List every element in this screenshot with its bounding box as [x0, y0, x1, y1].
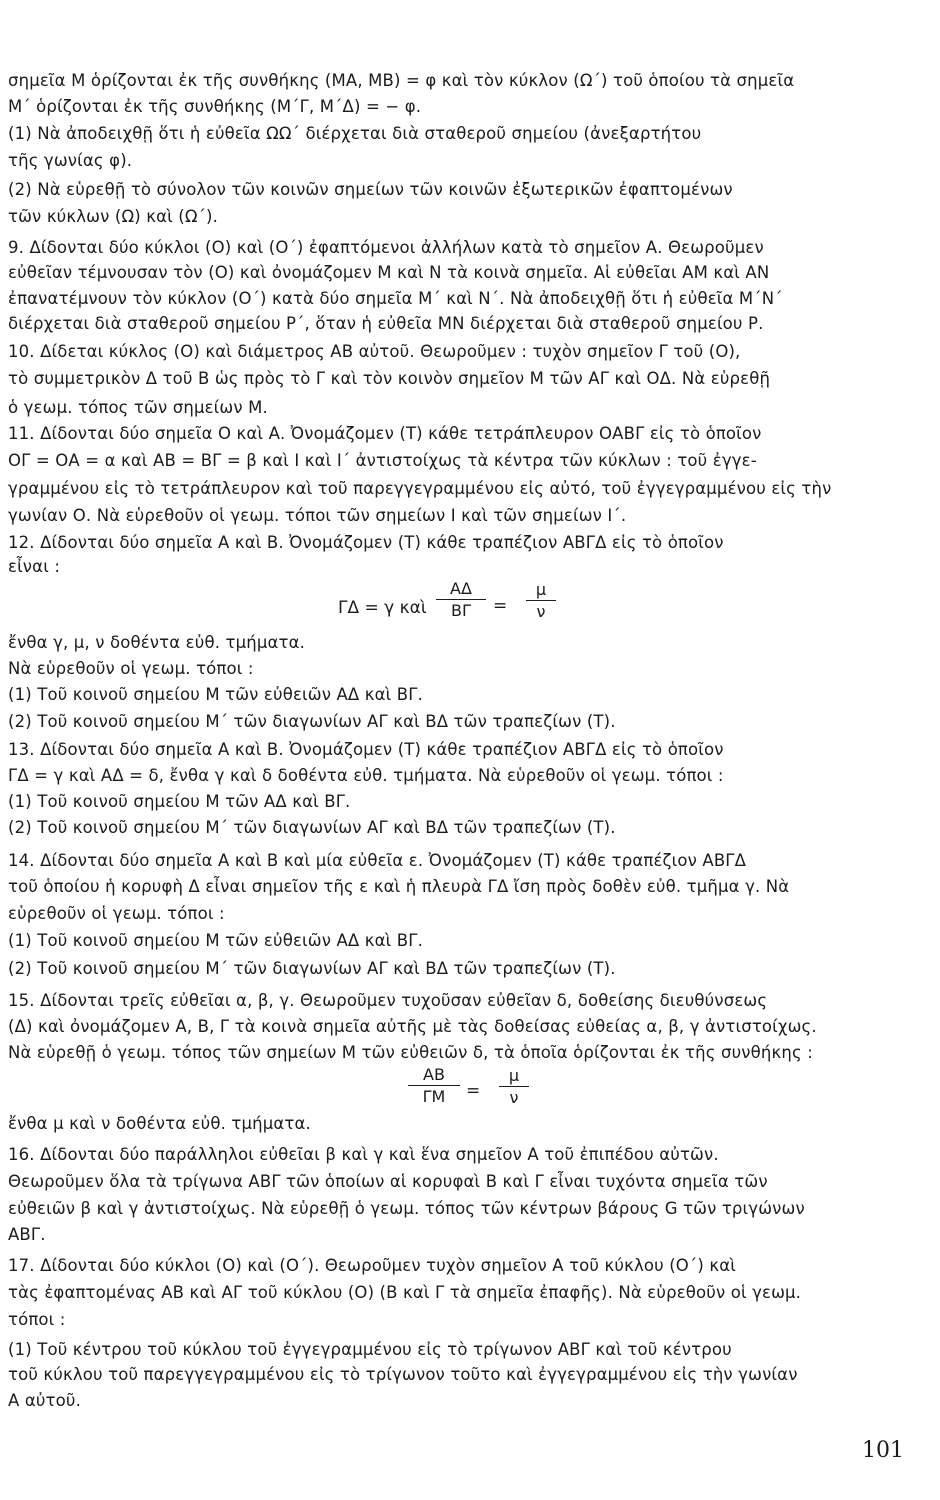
text-line: 17. Δίδονται δύο κύκλοι (Ο) καὶ (Ο΄). Θεωροῦμεν τυχὸν σημεῖον Α τοῦ κύκλου (Ο΄) καὶ — [8, 1256, 736, 1275]
eq15-rhs-denominator: ν — [509, 1088, 519, 1107]
text-line: (1) Τοῦ κοινοῦ σημείου Μ τῶν εὐθειῶν ΑΔ καὶ ΒΓ. — [8, 685, 423, 704]
eq15-numerator: ΑΒ — [408, 1065, 460, 1086]
text-line: Νὰ εὑρεθοῦν οἱ γεωμ. τόποι : — [8, 659, 254, 678]
text-line: εἶναι : — [8, 557, 61, 576]
text-line: τὰς ἐφαπτομένας ΑΒ καὶ ΑΓ τοῦ κύκλου (Ο) (Β καὶ Γ τὰ σημεῖα ἐπαφῆς). Νὰ εὑρεθοῦν οἱ γεωμ. — [8, 1283, 802, 1302]
text-line: τῆς γωνίας φ). — [8, 151, 133, 170]
text-line: τὸ συμμετρικὸν Δ τοῦ Β ὡς πρὸς τὸ Γ καὶ τὸν κοινὸν σημεῖον Μ τῶν ΑΓ καὶ ΟΔ. Νὰ εὑρεθῇ — [8, 369, 771, 388]
text-line: Μ΄ ὁρίζονται ἐκ τῆς συνθήκης (Μ΄Γ, Μ΄Δ) = − φ. — [8, 97, 422, 116]
text-line: 14. Δίδονται δύο σημεῖα Α καὶ Β καὶ μία εὐθεῖα ε. Ὀνομάζομεν (Τ) κάθε τραπέζιον ΑΒΓΔ — [8, 851, 747, 870]
text-line: ΟΓ = ΟΑ = α καὶ ΑΒ = ΒΓ = β καὶ Ι καὶ Ι΄ ἀντιστοίχως τὰ κέντρα τῶν κύκλων : τοῦ ἐγγε- — [8, 451, 757, 470]
text-line: (2) Νὰ εὑρεθῇ τὸ σύνολον τῶν κοινῶν σημείων τῶν κοινῶν ἐξωτερικῶν ἐφαπτομένων — [8, 180, 733, 199]
text-line: 13. Δίδονται δύο σημεῖα Α καὶ Β. Ὀνομάζομεν (Τ) κάθε τραπέζιον ΑΒΓΔ εἰς τὸ ὁποῖον — [8, 740, 724, 759]
eq15-rhs-numerator: μ — [499, 1066, 529, 1087]
eq15-equals: = — [466, 1081, 481, 1101]
text-line: Θεωροῦμεν ὅλα τὰ τρίγωνα ΑΒΓ τῶν ὁποίων αἱ κορυφαὶ Β καὶ Γ εἶναι τυχόντα σημεῖα τῶν — [8, 1172, 768, 1191]
eq15-denominator: ΓΜ — [422, 1087, 446, 1106]
text-line: τόποι : — [8, 1310, 66, 1329]
text-line: ὁ γεωμ. τόπος τῶν σημείων Μ. — [8, 398, 268, 417]
text-line: (1) Τοῦ κέντρου τοῦ κύκλου τοῦ ἐγγεγραμμένου εἰς τὸ τρίγωνον ΑΒΓ καὶ τοῦ κέντρου — [8, 1340, 732, 1359]
text-line: 12. Δίδονται δύο σημεῖα Α καὶ Β. Ὀνομάζομεν (Τ) κάθε τραπέζιον ΑΒΓΔ εἰς τὸ ὁποῖον — [8, 533, 724, 552]
text-line: τοῦ ὁποίου ἡ κορυφὴ Δ εἶναι σημεῖον τῆς ε καὶ ἡ πλευρὰ ΓΔ ἴση πρὸς δοθὲν εὐθ. τμῆμα γ. Νὰ — [8, 877, 790, 896]
text-line: 15. Δίδονται τρεῖς εὐθεῖαι α, β, γ. Θεωροῦμεν τυχοῦσαν εὐθεῖαν δ, δοθείσης διευθύνσεως — [8, 991, 768, 1010]
text-line: ΓΔ = γ καὶ ΑΔ = δ, ἔνθα γ καὶ δ δοθέντα εὐθ. τμήματα. Νὰ εὑρεθοῦν οἱ γεωμ. τόποι : — [8, 766, 724, 785]
text-line: (1) Νὰ ἀποδειχθῇ ὅτι ἡ εὐθεῖα ΩΩ΄ διέρχεται διὰ σταθεροῦ σημείου (ἀνεξαρτήτου — [8, 124, 702, 143]
text-line: εὐθεῖαν τέμνουσαν τὸν (Ο) καὶ ὀνομάζομεν Μ καὶ Ν τὰ κοινὰ σημεῖα. Αἱ εὐθεῖαι ΑΜ καὶ ΑΝ — [8, 263, 770, 282]
text-line: εὑρεθοῦν οἱ γεωμ. τόποι : — [8, 904, 225, 923]
eq12-rhs-fraction — [526, 580, 556, 621]
text-line: (2) Τοῦ κοινοῦ σημείου Μ΄ τῶν διαγωνίων ΑΓ καὶ ΒΔ τῶν τραπεζίων (Τ). — [8, 818, 616, 837]
eq15-rhs-fraction — [499, 1066, 529, 1107]
text-line: (Δ) καὶ ὀνομάζομεν Α, Β, Γ τὰ κοινὰ σημεῖα αὐτῆς μὲ τὰς δοθείσας εὐθείας α, β, γ ἀντιστοίχως. — [8, 1017, 817, 1036]
text-line: σημεῖα Μ ὁρίζονται ἐκ τῆς συνθήκης (ΜΑ, ΜΒ) = φ καὶ τὸν κύκλον (Ω΄) τοῦ ὁποίου τὰ σημεῖα — [8, 71, 795, 90]
eq15-fraction — [408, 1065, 460, 1106]
eq12-denominator: ΒΓ — [451, 601, 471, 620]
text-line: Νὰ εὑρεθῇ ὁ γεωμ. τόπος τῶν σημείων Μ τῶν εὐθειῶν δ, τὰ ὁποῖα ὁρίζονται ἐκ τῆς συνθήκης : — [8, 1043, 813, 1062]
text-line: ΑΒΓ. — [8, 1225, 46, 1244]
eq12-numerator: ΑΔ — [436, 579, 486, 600]
text-line: (1) Τοῦ κοινοῦ σημείου Μ τῶν ΑΔ καὶ ΒΓ. — [8, 792, 351, 811]
eq12-fraction — [436, 579, 486, 620]
text-line: ἔνθα γ, μ, ν δοθέντα εὐθ. τμήματα. — [8, 633, 305, 652]
text-line: 10. Δίδεται κύκλος (Ο) καὶ διάμετρος ΑΒ αὐτοῦ. Θεωροῦμεν : τυχὸν σημεῖον Γ τοῦ (Ο), — [8, 342, 741, 361]
eq12-equals: = — [493, 596, 508, 616]
page-number: 101 — [862, 1438, 904, 1463]
text-line: 11. Δίδονται δύο σημεῖα Ο καὶ Α. Ὀνομάζομεν (Τ) κάθε τετράπλευρον ΟΑΒΓ εἰς τὸ ὁποῖον — [8, 424, 762, 443]
text-line: εὐθειῶν β καὶ γ ἀντιστοίχως. Νὰ εὑρεθῇ ὁ γεωμ. τόπος τῶν κέντρων βάρους G τῶν τριγώνων — [8, 1199, 805, 1218]
text-line: τοῦ κύκλου τοῦ παρεγγεγραμμένου εἰς τὸ τρίγωνον τοῦτο καὶ ἐγγεγραμμένου εἰς τὴν γωνίαν — [8, 1365, 798, 1384]
text-line: (1) Τοῦ κοινοῦ σημείου Μ τῶν εὐθειῶν ΑΔ καὶ ΒΓ. — [8, 931, 423, 950]
text-line: γωνίαν Ο. Νὰ εὑρεθοῦν οἱ γεωμ. τόποι τῶν σημείων Ι καὶ τῶν σημείων Ι΄. — [8, 506, 627, 525]
text-line: (2) Τοῦ κοινοῦ σημείου Μ΄ τῶν διαγωνίων ΑΓ καὶ ΒΔ τῶν τραπεζίων (Τ). — [8, 959, 616, 978]
text-line: ἔνθα μ καὶ ν δοθέντα εὐθ. τμήματα. — [8, 1114, 311, 1133]
text-line: (2) Τοῦ κοινοῦ σημείου Μ΄ τῶν διαγωνίων ΑΓ καὶ ΒΔ τῶν τραπεζίων (Τ). — [8, 712, 616, 731]
text-line: ἐπανατέμνουν τὸν κύκλον (Ο΄) κατὰ δύο σημεῖα Μ΄ καὶ Ν΄. Νὰ ἀποδειχθῇ ὅτι ἡ εὐθεῖα Μ΄Ν΄ — [8, 289, 783, 308]
eq12-rhs-denominator: ν — [536, 602, 546, 621]
text-line: 9. Δίδονται δύο κύκλοι (Ο) καὶ (Ο΄) ἐφαπτόμενοι ἀλλήλων κατὰ τὸ σημεῖον Α. Θεωροῦμεν — [8, 238, 764, 257]
eq12-left: ΓΔ = γ καὶ — [338, 598, 427, 618]
text-line: 16. Δίδονται δύο παράλληλοι εὐθεῖαι β καὶ γ καὶ ἕνα σημεῖον Α τοῦ ἐπιπέδου αὐτῶν. — [8, 1145, 719, 1164]
text-line: γραμμένου εἰς τὸ τετράπλευρον καὶ τοῦ παρεγγεγραμμένου εἰς αὐτό, τοῦ ἐγγεγραμμένου εἰς τὴν — [8, 479, 832, 498]
eq12-rhs-numerator: μ — [526, 580, 556, 601]
text-line: διέρχεται διὰ σταθεροῦ σημείου Ρ΄, ὅταν ἡ εὐθεῖα ΜΝ διέρχεται διὰ σταθεροῦ σημείου Ρ. — [8, 314, 764, 333]
text-line: τῶν κύκλων (Ω) καὶ (Ω΄). — [8, 207, 218, 226]
text-line: Α αὐτοῦ. — [8, 1391, 81, 1410]
